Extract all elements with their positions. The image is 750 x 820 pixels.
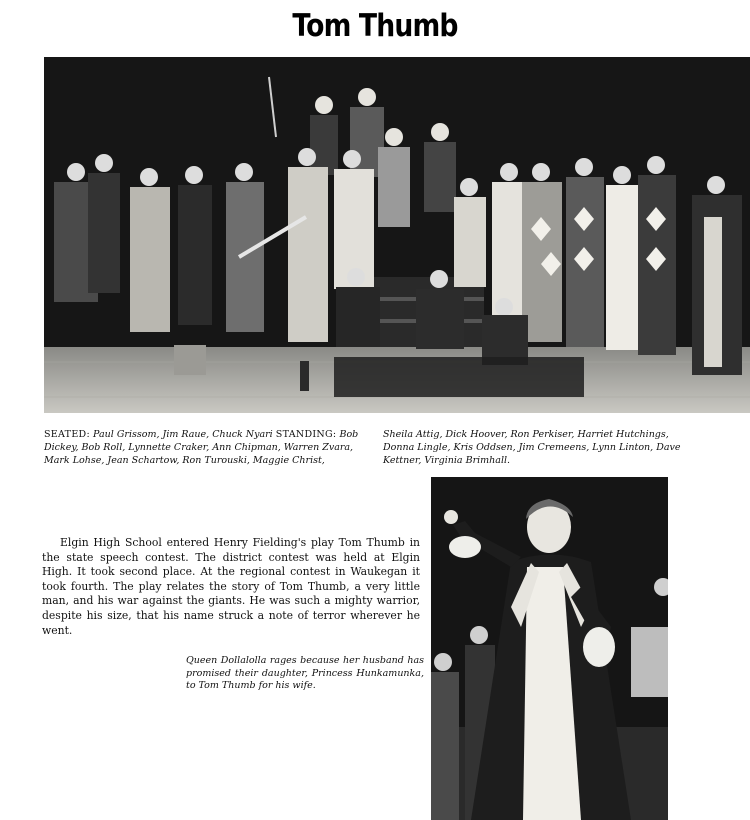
standing-label: STANDING: (275, 429, 337, 440)
standing-names-left: Bob Dickey, Bob Roll, Lynnette Craker, Ann Chipman, Warren Zvara, Mark Lohse, Jean Schartow, Ron Turouski, Maggie Christ, (44, 429, 359, 467)
seated-label: SEATED: (44, 429, 90, 440)
cast-group-photo (44, 57, 750, 413)
page-title: Tom Thumb (292, 8, 458, 44)
cast-caption-left (44, 428, 374, 468)
standing-names-right: Sheila Attig, Dick Hoover, Ron Perkiser, Harriet Hutchings, Donna Lingle, Kris Oddsen, Jim Cremeens, Lynn Linton, Dave Kettner, Virginia Brimhall. (383, 429, 681, 467)
seated-names: Paul Grissom, Jim Raue, Chuck Nyari (93, 429, 273, 440)
queen-dollalolla-photo (431, 477, 668, 820)
article-body: Elgin High School entered Henry Fielding's play Tom Thumb in the state speech contest. The district contest was held at Elgin High. It took second place. At the regional contest in Waukegan it took fourth. The play relates the story of Tom Thumb, a very little man, and his war against the giants. He was such a mighty warrior, despite his size, that his name struck a note of terror wherever he went. (42, 536, 420, 637)
cast-caption-right (383, 428, 703, 468)
queen-photo-caption: Queen Dollalolla rages because her husband has promised their daughter, Princess Hunkamunka, to Tom Thumb for his wife. (186, 655, 424, 692)
